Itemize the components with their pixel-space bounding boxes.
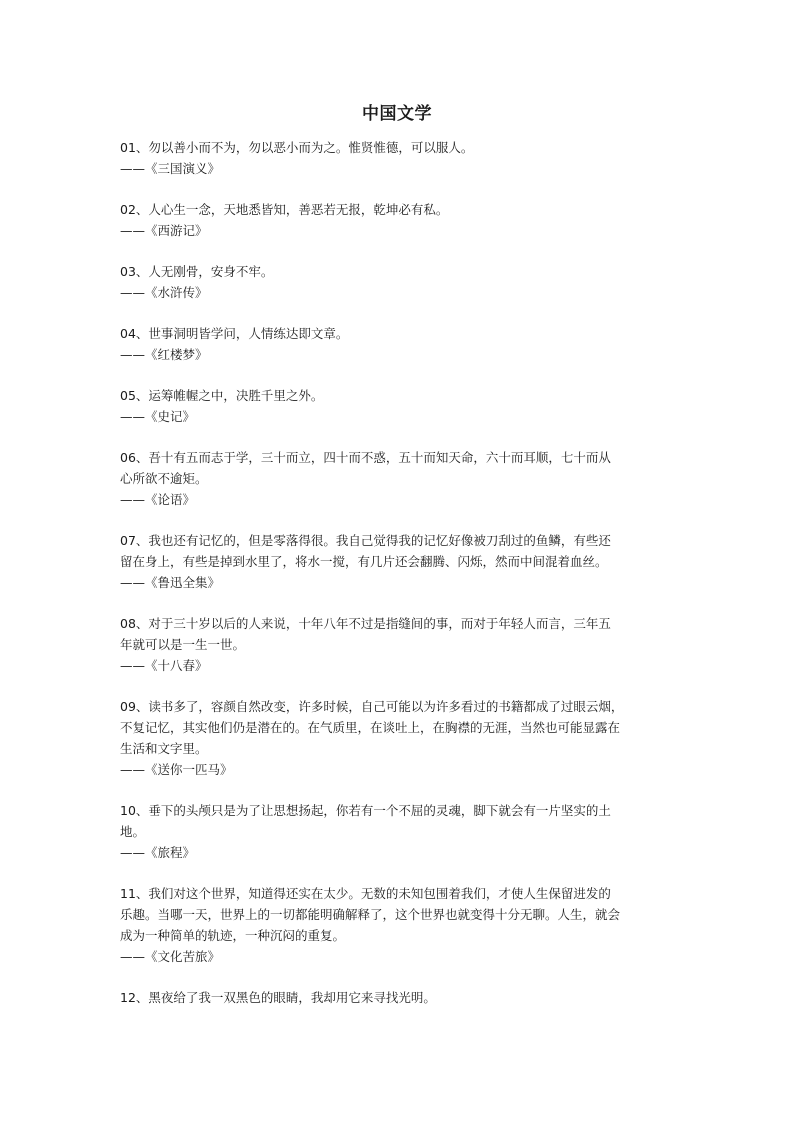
page-title: 中国文学	[362, 104, 432, 124]
quote-source: ——《水浒传》	[120, 285, 208, 300]
quote-text: 08、对于三十岁以后的人来说，十年八年不过是指缝间的事，而对于年轻人而言，三年五	[120, 616, 611, 631]
quote-entry-09	[120, 696, 680, 780]
quote-source: ——《送你一匹马》	[120, 762, 233, 777]
quote-text: 成为一种简单的轨迹，一种沉闷的重复。	[120, 928, 346, 943]
quote-entry-08	[120, 613, 680, 676]
quote-entry-07	[120, 530, 680, 593]
quote-text: 05、运筹帷幄之中，决胜千里之外。	[120, 388, 324, 403]
quote-entry-10	[120, 800, 680, 863]
quote-entry-06	[120, 447, 680, 510]
quote-source: ——《三国演义》	[120, 161, 221, 176]
quote-text: 04、世事洞明皆学问，人情练达即文章。	[120, 326, 349, 341]
quote-text: 12、黑夜给了我一双黑色的眼睛，我却用它来寻找光明。	[120, 990, 436, 1005]
quote-entry-01	[120, 137, 680, 179]
quote-text: 07、我也还有记忆的，但是零落得很。我自己觉得我的记忆好像被刀刮过的鱼鳞，有些还	[120, 533, 611, 548]
quote-entry-12	[120, 987, 680, 1008]
quote-text: 不复记忆，其实他们仍是潜在的。在气质里，在谈吐上，在胸襟的无涯，当然也可能显露在	[120, 720, 621, 735]
quote-entry-04	[120, 323, 680, 365]
quote-source: ——《旅程》	[120, 845, 196, 860]
quote-text: 01、勿以善小而不为，勿以恶小而为之。惟贤惟德，可以服人。	[120, 140, 474, 155]
quote-source: ——《鲁迅全集》	[120, 575, 221, 590]
quote-text: 生活和文字里。	[120, 741, 208, 756]
quote-text: 02、人心生一念，天地悉皆知，善恶若无报，乾坤必有私。	[120, 202, 449, 217]
quote-source: ——《红楼梦》	[120, 347, 208, 362]
quote-text: 心所欲不逾矩。	[120, 471, 208, 486]
quote-text: 06、吾十有五而志于学，三十而立，四十而不惑，五十而知天命，六十而耳顺，七十而从	[120, 450, 611, 465]
quote-text: 10、垂下的头颅只是为了让思想扬起，你若有一个不屈的灵魂，脚下就会有一片坚实的土	[120, 803, 611, 818]
quote-source: ——《十八春》	[120, 658, 208, 673]
quote-text: 地。	[120, 824, 146, 839]
quote-entry-02	[120, 199, 680, 241]
quote-list	[120, 137, 680, 1028]
quote-text: 11、我们对这个世界，知道得还实在太少。无数的未知包围着我们，才使人生保留进发的	[120, 886, 611, 901]
quote-entry-11	[120, 883, 680, 967]
quote-source: ——《史记》	[120, 409, 196, 424]
quote-entry-03	[120, 261, 680, 303]
quote-text: 留在身上，有些是掉到水里了，将水一搅，有几片还会翻腾、闪烁，然而中间混着血丝。	[120, 554, 608, 569]
quote-text: 09、读书多了，容颜自然改变，许多时候，自己可能以为许多看过的书籍都成了过眼云烟，	[120, 699, 624, 714]
quote-text: 乐趣。当哪一天，世界上的一切都能明确解释了，这个世界也就变得十分无聊。人生，就会	[120, 907, 621, 922]
quote-source: ——《文化苦旅》	[120, 949, 221, 964]
quote-source: ——《西游记》	[120, 223, 208, 238]
quote-source: ——《论语》	[120, 492, 196, 507]
quote-text: 03、人无刚骨，安身不牢。	[120, 264, 274, 279]
quote-text: 年就可以是一生一世。	[120, 637, 246, 652]
quote-entry-05	[120, 385, 680, 427]
